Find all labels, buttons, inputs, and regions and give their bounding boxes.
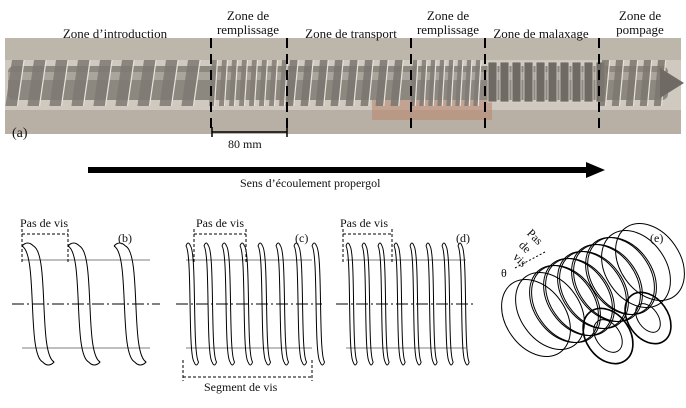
pitch-label-b: Pas de vis (20, 216, 68, 230)
angle-theta-label: θ (501, 266, 507, 280)
screw-photo (5, 38, 684, 134)
screw-drawings (12, 210, 686, 373)
segment-label: Segment de vis (204, 380, 278, 394)
zone-label-introduction: Zone d’introduction (62, 26, 168, 41)
pitch-label-d: Pas de vis (340, 216, 388, 230)
panel-tag-c: (c) (295, 231, 309, 245)
pitch-label-e-1: Pas (524, 226, 546, 248)
panel-tag-a: (a) (12, 126, 28, 141)
pitch-label-e-2: de (516, 238, 535, 256)
pitch-brackets (22, 229, 392, 262)
flow-direction-label: Sens d’écoulement propergol (240, 176, 381, 190)
panel-tag-e: (e) (650, 231, 664, 245)
zone-label-filling-2: Zone de remplissage (416, 8, 480, 37)
zone-label-filling-1: Zone de remplissage (216, 8, 280, 37)
panel-tag-b: (b) (118, 231, 132, 245)
scale-bar-label: 80 mm (228, 137, 262, 151)
segment-bracket (183, 360, 312, 381)
pitch-label-e-3: vis (510, 250, 530, 270)
zone-label-kneading: Zone de malaxage (493, 26, 589, 41)
zone-label-transport: Zone de transport (305, 26, 397, 41)
screw-flights (5, 60, 665, 106)
pitch-label-c: Pas de vis (196, 216, 244, 230)
zone-label-pumping: Zone de pompage (616, 8, 664, 37)
panel-tag-d: (d) (456, 231, 470, 245)
